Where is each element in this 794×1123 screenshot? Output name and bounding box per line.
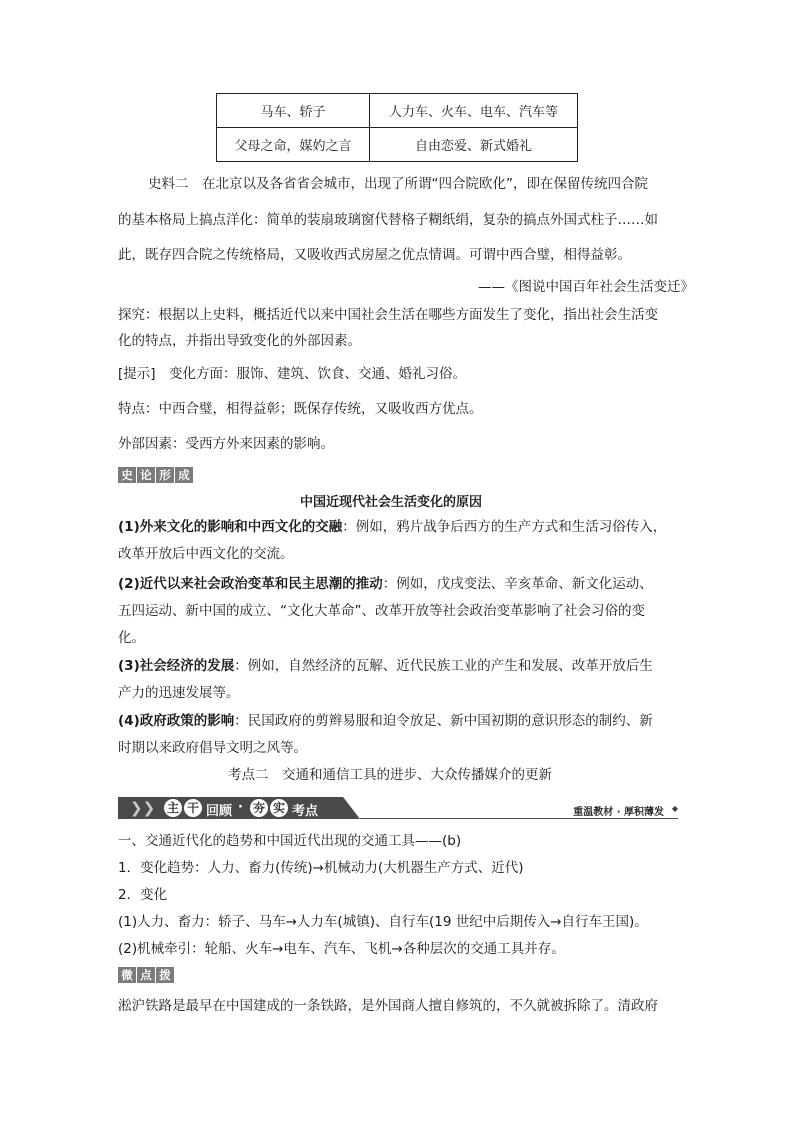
- explore-question: 探究：根据以上史料，概括近代以来中国社会生活在哪些方面发生了变化，指出社会生活变: [118, 307, 658, 323]
- section-badge-history: [118, 467, 193, 483]
- hint-line: 特点：中西合璧，相得益彰；既保存传统，又吸收西方优点。: [118, 401, 483, 417]
- banner-circle-char: 夯: [250, 799, 268, 817]
- badge-char: 史: [118, 467, 136, 483]
- reason-item: [118, 517, 666, 537]
- source-citation: ——《图说中国百年社会生活变迁》: [478, 279, 694, 295]
- comparison-table: [216, 93, 578, 162]
- banner-dot: ·: [238, 800, 243, 815]
- explore-question: 化的特点，并指出导致变化的外部因素。: [118, 333, 361, 349]
- chevron-icon: ❯❯: [130, 799, 156, 817]
- banner-circle-char: 实: [270, 799, 288, 817]
- section-badge-tip: [118, 967, 174, 983]
- table-row: [217, 94, 578, 128]
- reason-text: ：例如，戊戌变法、辛亥革命、新文化运动、: [382, 576, 653, 592]
- badge-char: 拨: [156, 967, 174, 983]
- banner-slogan: 重温教材 · 厚积薄发: [573, 807, 664, 818]
- reason-text: ：民国政府的剪辫易服和迫令放足、新中国初期的意识形态的制约、新: [234, 713, 653, 729]
- reason-text: ：例如，鸦片战争后西方的生产方式和生活习俗传入，: [342, 519, 667, 535]
- diamond-icon: ◆: [671, 804, 678, 813]
- badge-char: 论: [137, 467, 155, 483]
- table-cell: 自由恋爱、新式婚礼: [370, 128, 578, 162]
- hint-line: [提示] 变化方面：服饰、建筑、饮食、交通、婚礼习俗。: [118, 366, 467, 382]
- transport-change-title: 2．变化: [118, 887, 168, 903]
- table-cell: 马车、轿子: [217, 94, 370, 128]
- banner-circle-char: 主: [164, 799, 182, 817]
- source2-line: 此，既存四合院之传统格局，又吸收西式房屋之优点情调。可谓中西合璧，相得益彰。: [118, 247, 631, 263]
- transport-change-item: (2)机械牵引：轮船、火车→电车、汽车、飞机→各种层次的交通工具并存。: [118, 941, 565, 957]
- reason-item: [118, 656, 653, 676]
- table-cell: 父母之命，媒妁之言: [217, 128, 370, 162]
- banner-circle-char: 干: [184, 799, 202, 817]
- badge-char: 形: [156, 467, 174, 483]
- tip-text: 淞沪铁路是最早在中国建成的一条铁路，是外国商人擅自修筑的，不久就被拆除了。清政府: [118, 998, 658, 1014]
- table-cell: 人力车、火车、电车、汽车等: [370, 94, 578, 128]
- hint-line: 外部因素：受西方外来因素的影响。: [118, 436, 334, 452]
- reason-text: ：例如，自然经济的瓦解、近代民族工业的产生和发展、改革开放后生: [234, 658, 653, 674]
- reasons-title: 中国近现代社会生活变化的原因: [300, 495, 483, 510]
- reason-item: [118, 574, 653, 594]
- reason-head: (1)外来文化的影响和中西文化的交融: [118, 519, 343, 535]
- transport-trend: 1．变化趋势：人力、畜力(传统)→机械动力(大机器生产方式、近代): [118, 860, 524, 876]
- banner-rule: [360, 818, 678, 819]
- table-row: [217, 128, 578, 162]
- source2-line: 的基本格局上搞点洋化：简单的装扇玻璃窗代替格子糊纸绢，复杂的搞点外国式柱子……如: [118, 212, 658, 228]
- badge-char: 点: [137, 967, 155, 983]
- badge-char: 微: [118, 967, 136, 983]
- reason-item: [118, 711, 653, 731]
- section-banner: [118, 797, 678, 820]
- reason-text: 时期以来政府倡导文明之风等。: [118, 740, 307, 756]
- reason-text: 五四运动、新中国的成立、“文化大革命”、改革开放等社会政治变革影响了社会习俗的变: [118, 603, 645, 619]
- reason-text: 产力的迅速发展等。: [118, 685, 240, 701]
- source2-line: 史料二 在北京以及各省省会城市，出现了所谓“四合院欧化”，即在保留传统四合院: [148, 176, 648, 192]
- reason-text: 化。: [118, 630, 145, 646]
- reason-text: 改革开放后中西文化的交流。: [118, 546, 294, 562]
- reason-head: (4)政府政策的影响: [118, 713, 235, 729]
- banner-word: 回顾: [206, 804, 233, 819]
- section-heading: 一、交通近代化的趋势和中国近代出现的交通工具——(b): [118, 833, 462, 849]
- banner-word: 考点: [292, 804, 319, 819]
- badge-char: 成: [175, 467, 193, 483]
- reason-head: (3)社会经济的发展: [118, 658, 235, 674]
- transport-change-item: (1)人力、畜力：轿子、马车→人力车(城镇)、自行车(19 世纪中后期传入→自行车王国)。: [118, 914, 648, 930]
- exam-point-title: 考点二 交通和通信工具的进步、大众传播媒介的更新: [228, 767, 552, 783]
- reason-head: (2)近代以来社会政治变革和民主思潮的推动: [118, 576, 383, 592]
